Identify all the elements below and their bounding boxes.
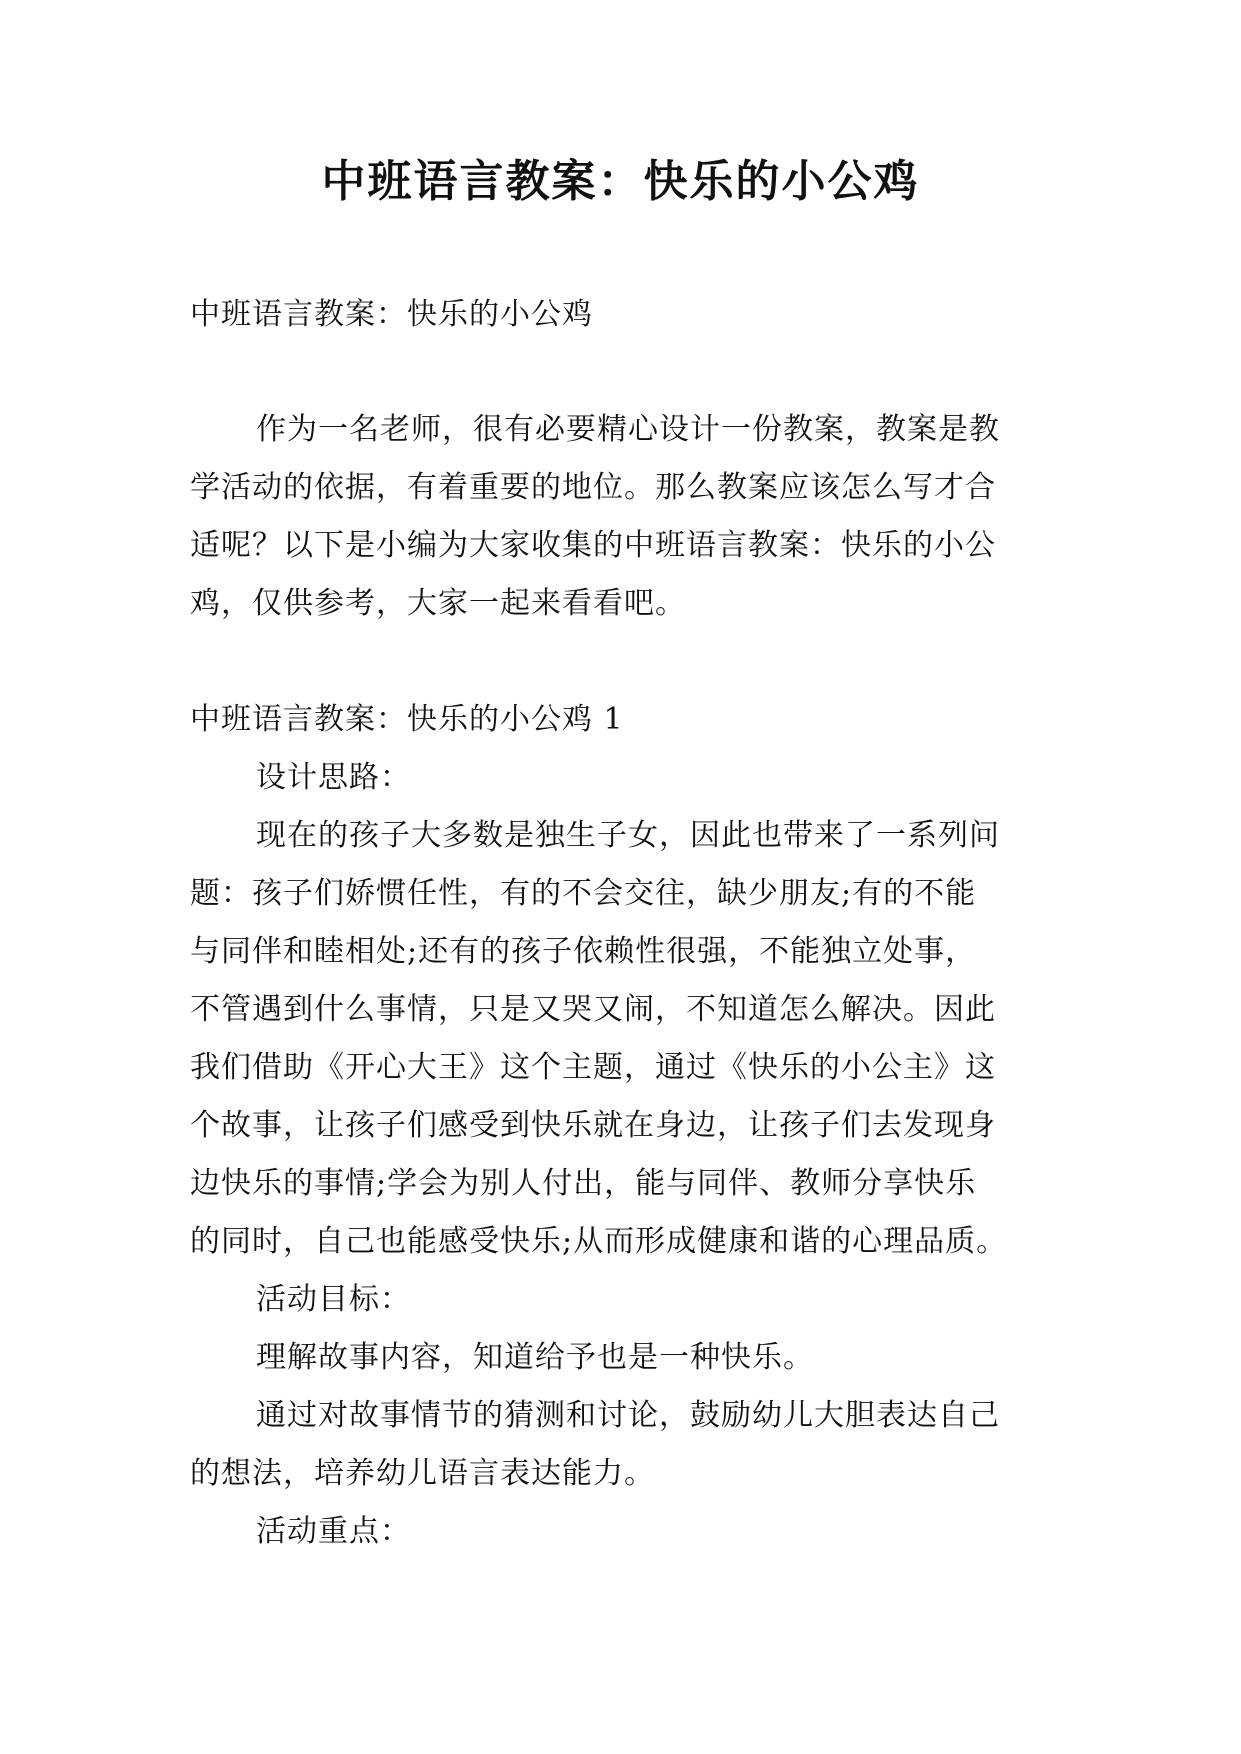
document-title: 中班语言教案：快乐的小公鸡 <box>321 156 920 207</box>
goal-2-line-2: 的想法，培养幼儿语言表达能力。 <box>190 1456 655 1491</box>
design-line-2: 题：孩子们娇惯任性，有的不会交往，缺少朋友;有的不能 <box>190 876 977 911</box>
design-line-3: 与同伴和睦相处;还有的孩子依赖性很强，不能独立处事， <box>190 934 977 969</box>
goal-1: 理解故事内容，知道给予也是一种快乐。 <box>256 1340 814 1375</box>
focus-heading: 活动重点： <box>256 1514 411 1549</box>
design-line-6: 个故事，让孩子们感受到快乐就在身边，让孩子们去发现身 <box>190 1108 996 1143</box>
intro-line-3: 适呢？以下是小编为大家收集的中班语言教案：快乐的小公 <box>190 528 996 563</box>
design-heading: 设计思路： <box>256 760 411 795</box>
design-line-4: 不管遇到什么事情，只是又哭又闹，不知道怎么解决。因此 <box>190 992 996 1027</box>
goal-2-line-1: 通过对故事情节的猜测和讨论，鼓励幼儿大胆表达自己 <box>256 1398 1000 1433</box>
intro-line-2: 学活动的依据，有着重要的地位。那么教案应该怎么写才合 <box>190 470 996 505</box>
subtitle: 中班语言教案：快乐的小公鸡 <box>190 297 593 332</box>
section1-heading: 中班语言教案：快乐的小公鸡 1 <box>190 702 624 737</box>
design-line-5: 我们借助《开心大王》这个主题，通过《快乐的小公主》这 <box>190 1050 996 1085</box>
design-line-1: 现在的孩子大多数是独生子女，因此也带来了一系列问 <box>256 818 1000 853</box>
goals-heading: 活动目标： <box>256 1282 411 1317</box>
intro-line-1: 作为一名老师，很有必要精心设计一份教案，教案是教 <box>256 412 1000 447</box>
design-line-7: 边快乐的事情;学会为别人付出，能与同伴、教师分享快乐 <box>190 1166 977 1201</box>
design-line-8: 的同时，自己也能感受快乐;从而形成健康和谐的心理品质。 <box>190 1224 1008 1259</box>
intro-line-4: 鸡，仅供参考，大家一起来看看吧。 <box>190 586 686 621</box>
